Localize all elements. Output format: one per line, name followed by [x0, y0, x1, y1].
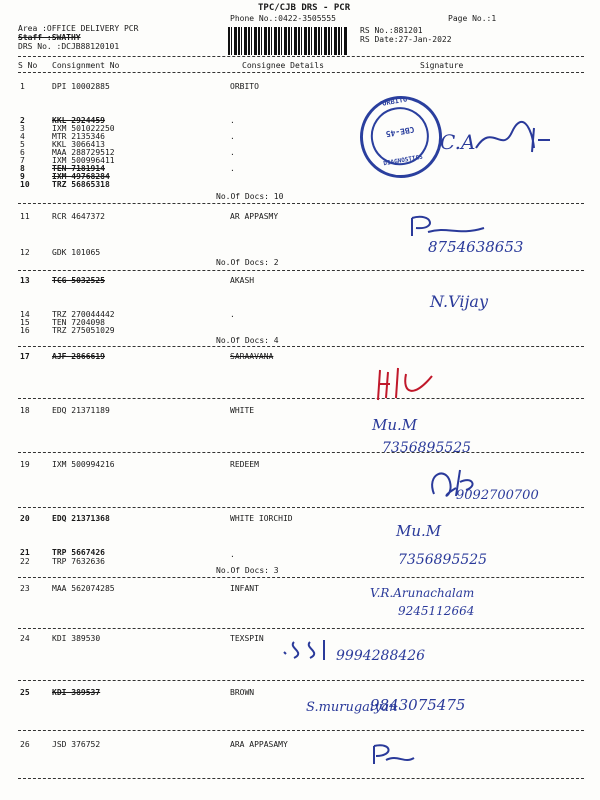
- rs-date: RS Date:27-Jan-2022: [360, 35, 452, 44]
- docs-count: No.Of Docs: 4: [216, 336, 279, 345]
- dot: .: [230, 164, 235, 173]
- document-title: TPC/CJB DRS - PCR: [258, 3, 351, 13]
- dot: .: [230, 310, 235, 319]
- signature-red-scribble: [374, 364, 434, 404]
- signature-6: Mu.M: [396, 522, 442, 540]
- docs-count: No.Of Docs: 3: [216, 566, 279, 575]
- row-sno: 19: [20, 460, 30, 469]
- phone-handwritten: 7356895525: [398, 552, 488, 568]
- row-consignee: WHITE: [230, 406, 255, 415]
- row-sno: 14: [20, 310, 30, 319]
- divider: [18, 452, 584, 453]
- row-consignment: RCR 4647372: [52, 212, 105, 221]
- signature-9: S.murugaiyan: [306, 700, 398, 715]
- phone-handwritten: 9994288426: [336, 648, 426, 664]
- row-consignment: TEN 7204098: [52, 318, 105, 327]
- row-consignment: IXM 501022250: [52, 124, 115, 133]
- row-sno: 4: [20, 132, 25, 141]
- signature-4: Mu.M: [372, 416, 418, 434]
- divider: [18, 730, 584, 731]
- row-consignment: TRP 7632636: [52, 557, 105, 566]
- row-consignment: KKL 3066413: [52, 140, 105, 149]
- page-number: Page No.:1: [448, 14, 497, 23]
- row-consignment: IXM 49768284: [52, 172, 110, 181]
- barcode: [228, 27, 348, 55]
- row-sno: 5: [20, 140, 25, 149]
- row-consignment: IXM 500996411: [52, 156, 115, 165]
- stamp-top-text: ORBITO: [381, 95, 408, 108]
- row-sno: 3: [20, 124, 25, 133]
- docs-count: No.Of Docs: 2: [216, 258, 279, 267]
- row-consignment: KKL 2924459: [52, 116, 105, 125]
- row-sno: 10: [20, 180, 30, 189]
- row-consignment: GDK 101065: [52, 248, 101, 257]
- row-consignee: ARA APPASAMY: [230, 740, 288, 749]
- divider: [18, 507, 584, 508]
- phone-handwritten: 9843075475: [370, 696, 466, 714]
- divider: [18, 778, 584, 779]
- row-consignee: TEXSPIN: [230, 634, 264, 643]
- row-consignment: TRP 5667426: [52, 548, 105, 557]
- row-consignment: MTR 2135346: [52, 132, 105, 141]
- signature-8-scribble: [280, 638, 332, 662]
- row-consignee: BROWN: [230, 688, 255, 697]
- row-consignment: KDI 389530: [52, 634, 101, 643]
- row-sno: 11: [20, 212, 30, 221]
- divider: [18, 577, 584, 578]
- divider: [18, 398, 584, 399]
- row-sno: 13: [20, 276, 30, 285]
- row-sno: 24: [20, 634, 30, 643]
- signature-1: C.A: [440, 130, 476, 154]
- row-consignee: SARAAVANA: [230, 352, 274, 361]
- col-signature: Signature: [420, 61, 464, 70]
- stamp-code: CBE-45: [385, 124, 416, 139]
- divider: [18, 680, 584, 681]
- row-sno: 7: [20, 156, 25, 165]
- stamp-side-text: DIAGNOSTICS: [382, 153, 424, 168]
- phone-number: Phone No.:0422-3505555: [230, 14, 336, 23]
- row-consignment: IXM 500994216: [52, 460, 115, 469]
- row-sno: 26: [20, 740, 30, 749]
- row-sno: 20: [20, 514, 30, 523]
- row-consignment: KDI 389537: [52, 688, 101, 697]
- row-consignment: EDQ 21371189: [52, 406, 110, 415]
- signature-2-scribble: [408, 212, 488, 240]
- row-consignee: WHITE IORCHID: [230, 514, 293, 523]
- dot: .: [230, 550, 235, 559]
- signature-7: V.R.Arunachalam: [370, 586, 475, 600]
- row-consignment: EDQ 21371368: [52, 514, 110, 523]
- row-consignment: AJF 2866619: [52, 352, 105, 361]
- divider: [18, 56, 584, 57]
- staff-label: Staff :SWATHY: [18, 33, 81, 42]
- divider: [18, 346, 584, 347]
- drs-number: DRS No. :DCJB88120101: [18, 42, 120, 51]
- row-consignment: JSD 376752: [52, 740, 101, 749]
- rs-number: RS No.:881201: [360, 26, 423, 35]
- row-sno: 9: [20, 172, 25, 181]
- phone-handwritten: 8754638653: [428, 238, 524, 256]
- signature-1-scribble: [472, 118, 552, 158]
- row-consignment: TRZ 275051029: [52, 326, 115, 335]
- col-sno: S No: [18, 61, 38, 70]
- row-consignment: TRZ 270044442: [52, 310, 115, 319]
- row-sno: 18: [20, 406, 30, 415]
- row-sno: 6: [20, 148, 25, 157]
- row-consignment: MAA 562074285: [52, 584, 115, 593]
- row-consignee: REDEEM: [230, 460, 259, 469]
- row-sno: 16: [20, 326, 30, 335]
- divider: [18, 628, 584, 629]
- phone-handwritten: 7356895525: [382, 440, 472, 456]
- signature-10-scribble: [370, 742, 416, 768]
- dot: .: [230, 116, 235, 125]
- row-consignee: ORBITO: [230, 82, 259, 91]
- phone-handwritten: 9092700700: [456, 488, 539, 503]
- col-consignment: Consignment No: [52, 61, 120, 70]
- row-sno: 25: [20, 688, 30, 697]
- row-sno: 23: [20, 584, 30, 593]
- row-sno: 1: [20, 82, 25, 91]
- row-consignment: TRZ 56865318: [52, 180, 110, 189]
- row-sno: 22: [20, 557, 30, 566]
- row-consignment: TCG 5032525: [52, 276, 105, 285]
- area-label: Area :OFFICE DELIVERY PCR: [18, 24, 139, 33]
- dot: .: [230, 132, 235, 141]
- row-consignment: MAA 288729512: [52, 148, 115, 157]
- row-consignment: DPI 10002885: [52, 82, 110, 91]
- col-consignee: Consignee Details: [242, 61, 324, 70]
- row-sno: 8: [20, 164, 25, 173]
- row-sno: 17: [20, 352, 30, 361]
- row-sno: 21: [20, 548, 30, 557]
- row-consignment: TEN 7181914: [52, 164, 105, 173]
- divider: [18, 203, 584, 204]
- company-stamp: [354, 90, 449, 185]
- phone-handwritten: 9245112664: [398, 604, 475, 618]
- row-consignee: INFANT: [230, 584, 259, 593]
- row-sno: 12: [20, 248, 30, 257]
- docs-count: No.Of Docs: 10: [216, 192, 284, 201]
- signature-3: N.Vijay: [430, 292, 488, 311]
- dot: .: [230, 148, 235, 157]
- divider: [18, 270, 584, 271]
- row-consignee: AR APPASMY: [230, 212, 279, 221]
- row-consignee: AKASH: [230, 276, 255, 285]
- row-sno: 2: [20, 116, 25, 125]
- divider: [18, 72, 584, 73]
- row-sno: 15: [20, 318, 30, 327]
